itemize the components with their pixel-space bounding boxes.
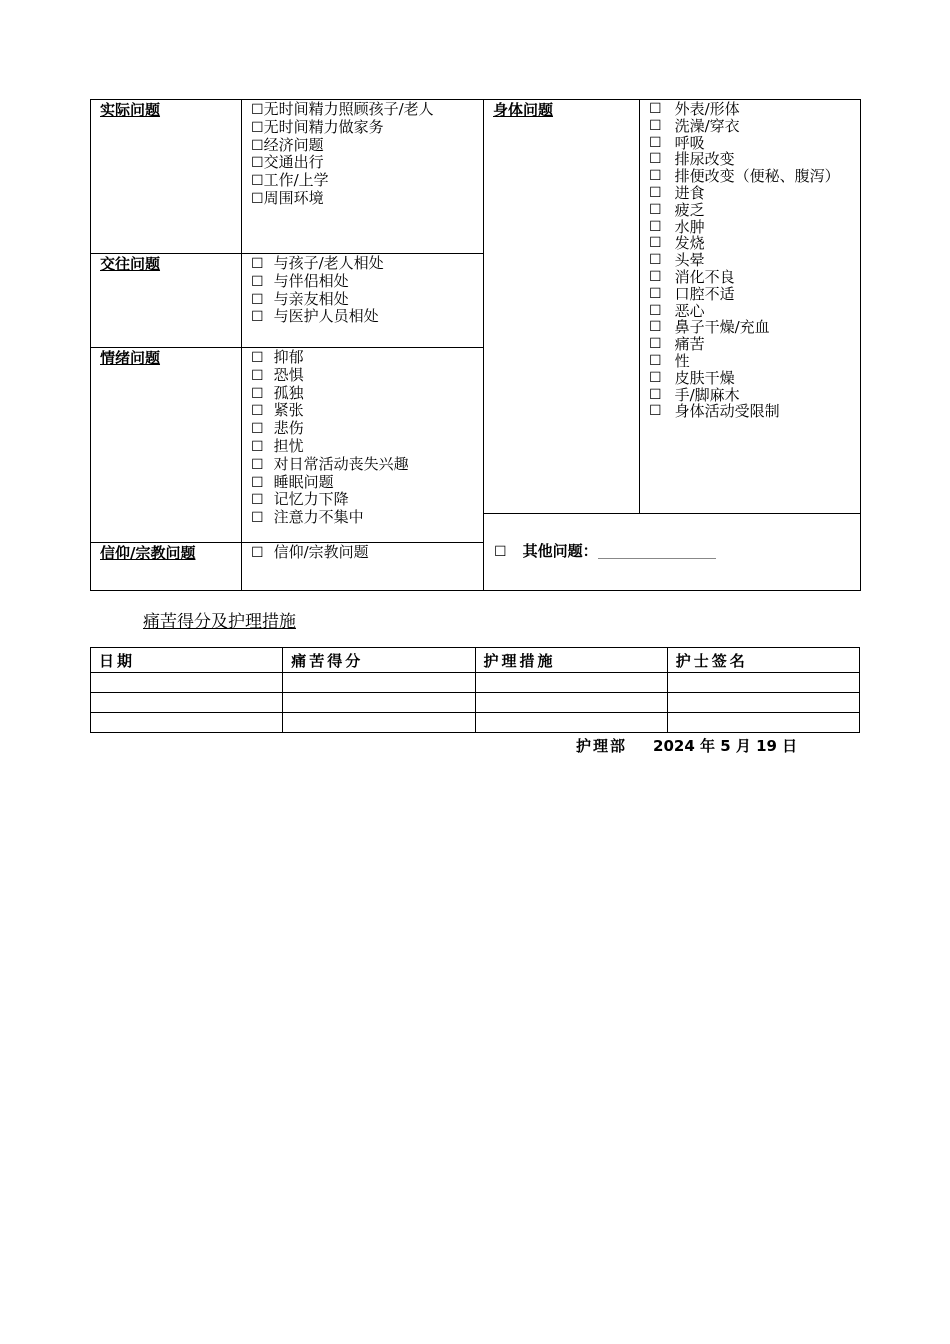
checkbox-icon[interactable]: ☐ — [649, 336, 662, 353]
checklist-item[interactable] — [649, 336, 860, 353]
checkbox-icon[interactable]: ☐ — [649, 134, 662, 151]
checklist-item-label: 进食 — [674, 183, 705, 202]
physical-items-cell — [640, 100, 861, 514]
checklist-item[interactable] — [251, 544, 483, 562]
social-category-title: 交往问题 — [100, 255, 161, 273]
distress-score-table — [90, 647, 860, 733]
checkbox-icon[interactable]: ☐ — [649, 201, 662, 218]
checklist-item[interactable] — [649, 319, 860, 336]
checkbox-icon[interactable]: ☐ — [251, 456, 264, 473]
checkbox-icon[interactable]: ☐ — [251, 190, 264, 207]
footer — [576, 736, 797, 756]
faith-items-cell — [242, 543, 484, 591]
checklist-item-label: 水肿 — [674, 217, 705, 236]
checkbox-icon[interactable]: ☐ — [649, 319, 662, 336]
checkbox-icon[interactable]: ☐ — [251, 367, 264, 384]
checkbox-icon[interactable]: ☐ — [251, 256, 264, 272]
checklist-item[interactable] — [251, 172, 483, 190]
checkbox-icon[interactable]: ☐ — [251, 119, 264, 136]
problem-checklist-table — [90, 99, 861, 591]
checklist-item[interactable] — [251, 385, 483, 403]
checkbox-icon[interactable]: ☐ — [649, 369, 662, 386]
emotional-category-title: 情绪问题 — [100, 349, 161, 367]
checklist-item[interactable] — [251, 509, 483, 527]
checklist-item-label: 洗澡/穿衣 — [674, 116, 740, 135]
checkbox-icon[interactable]: ☐ — [251, 421, 264, 438]
date-cell[interactable] — [91, 693, 283, 713]
checklist-item-label: 无时间精力照顾孩子/老人 — [263, 100, 434, 118]
other-problems-blank[interactable] — [598, 543, 716, 559]
checklist-item[interactable] — [251, 119, 483, 137]
checkbox-icon[interactable]: ☐ — [649, 168, 662, 185]
checklist-item-label: 紧张 — [273, 401, 304, 420]
physical-category-cell — [484, 100, 640, 514]
checkbox-icon[interactable]: ☐ — [649, 285, 662, 302]
checkbox-icon[interactable]: ☐ — [251, 350, 264, 366]
checklist-item-label: 与医护人员相处 — [273, 307, 379, 326]
checklist-item-label: 恶心 — [674, 301, 705, 320]
checklist-item-label: 与亲友相处 — [273, 289, 349, 308]
faith-category-cell — [91, 543, 242, 591]
checklist-item-label: 悲伤 — [273, 419, 304, 438]
checklist-item-label: 发烧 — [674, 234, 705, 253]
department-name: 护理部 — [576, 737, 628, 755]
checklist-item[interactable] — [251, 491, 483, 509]
checklist-item-label: 抑郁 — [273, 348, 304, 366]
checklist-item-label: 与伴侣相处 — [273, 271, 349, 290]
physical-checklist — [640, 100, 860, 420]
checklist-item-label: 性 — [674, 351, 690, 370]
checklist-item-label: 注意力不集中 — [273, 508, 364, 527]
social-checklist — [242, 254, 483, 326]
faith-category-title: 信仰/宗教问题 — [100, 544, 196, 562]
checkbox-icon[interactable]: ☐ — [251, 438, 264, 455]
checklist-item[interactable] — [649, 185, 860, 202]
checklist-item-label: 消化不良 — [674, 267, 735, 286]
checklist-item[interactable] — [649, 370, 860, 387]
social-category-cell — [91, 254, 242, 348]
checklist-item-label: 对日常活动丧失兴趣 — [273, 454, 409, 473]
header-nursing-measures: 护理措施 — [475, 648, 667, 673]
table-row — [91, 673, 860, 693]
checklist-item[interactable] — [649, 286, 860, 303]
checkbox-icon[interactable]: ☐ — [649, 352, 662, 369]
checklist-item-label: 口腔不适 — [674, 284, 735, 303]
checklist-item-label: 外表/形体 — [674, 100, 740, 118]
checklist-item[interactable] — [649, 353, 860, 370]
checklist-item[interactable] — [649, 269, 860, 286]
checkbox-icon[interactable]: ☐ — [251, 492, 264, 509]
other-problems-line — [494, 543, 860, 561]
checklist-item-label: 无时间精力做家务 — [263, 117, 384, 136]
checklist-item-label: 记忆力下降 — [273, 490, 349, 509]
checklist-item[interactable] — [251, 438, 483, 456]
checkbox-icon[interactable]: ☐ — [251, 510, 264, 527]
checklist-item[interactable] — [649, 168, 860, 185]
checkbox-icon[interactable]: ☐ — [251, 102, 264, 118]
header-date: 日期 — [91, 648, 283, 673]
emotional-items-cell — [242, 348, 484, 543]
checkbox-icon[interactable]: ☐ — [649, 235, 662, 252]
header-nurse-signature: 护士签名 — [667, 648, 859, 673]
practical-category-cell — [91, 100, 242, 254]
checklist-item-label: 孤独 — [273, 383, 304, 402]
checklist-item[interactable] — [251, 137, 483, 155]
signature-cell[interactable] — [667, 713, 859, 733]
score-table-header-row — [91, 648, 860, 673]
checkbox-icon[interactable]: ☐ — [251, 474, 264, 491]
checklist-item[interactable] — [251, 402, 483, 420]
checklist-item-label: 身体活动受限制 — [674, 402, 780, 421]
signature-cell[interactable] — [667, 673, 859, 693]
checkbox-icon[interactable]: ☐ — [649, 151, 662, 168]
score-section-title: 痛苦得分及护理措施 — [143, 612, 296, 632]
checklist-item[interactable] — [649, 387, 860, 404]
checklist-item-label: 疲乏 — [674, 200, 705, 219]
checklist-item-label: 信仰/宗教问题 — [273, 543, 369, 561]
checklist-item[interactable] — [251, 349, 483, 367]
checklist-item[interactable] — [251, 308, 483, 326]
checkbox-icon[interactable]: ☐ — [649, 252, 662, 269]
practical-items-cell — [242, 100, 484, 254]
checklist-item[interactable] — [251, 474, 483, 492]
checklist-item-label: 皮肤干燥 — [674, 368, 735, 387]
checklist-item[interactable] — [251, 255, 483, 273]
score-cell[interactable] — [283, 713, 475, 733]
practical-checklist — [242, 100, 483, 208]
checklist-item[interactable] — [649, 235, 860, 252]
checklist-item-label: 周围环境 — [263, 188, 324, 207]
checklist-item[interactable] — [251, 190, 483, 208]
checkbox-icon[interactable]: ☐ — [251, 137, 264, 154]
checklist-item[interactable] — [251, 291, 483, 309]
checklist-item-label: 恐惧 — [273, 365, 304, 384]
checkbox-icon[interactable]: ☐ — [251, 155, 264, 172]
table-row — [91, 713, 860, 733]
checklist-item-label: 头晕 — [674, 251, 705, 270]
signature-cell[interactable] — [667, 693, 859, 713]
social-items-cell — [242, 254, 484, 348]
emotional-checklist — [242, 348, 483, 527]
other-problems-cell — [484, 514, 861, 591]
measures-cell[interactable] — [475, 693, 667, 713]
checklist-item[interactable] — [649, 219, 860, 236]
checklist-item[interactable] — [251, 101, 483, 119]
date-cell[interactable] — [91, 673, 283, 693]
checklist-item-label: 呼吸 — [674, 133, 705, 152]
checkbox-icon[interactable]: ☐ — [251, 545, 264, 561]
header-distress-score: 痛苦得分 — [283, 648, 475, 673]
checklist-item[interactable] — [649, 303, 860, 320]
checklist-item[interactable] — [251, 273, 483, 291]
checkbox-icon[interactable]: ☐ — [251, 403, 264, 420]
measures-cell[interactable] — [475, 673, 667, 693]
checklist-item-label: 排便改变（便秘、腹泻） — [674, 167, 840, 186]
checklist-item-label: 睡眠问题 — [273, 472, 334, 491]
checklist-item[interactable] — [251, 456, 483, 474]
checkbox-icon[interactable]: ☐ — [494, 544, 507, 561]
table-row — [91, 693, 860, 713]
checkbox-icon[interactable]: ☐ — [649, 386, 662, 403]
checklist-item[interactable] — [649, 101, 860, 118]
checklist-item[interactable] — [251, 367, 483, 385]
checklist-item[interactable] — [649, 118, 860, 135]
checklist-item[interactable] — [649, 403, 860, 420]
emotional-category-cell — [91, 348, 242, 543]
checkbox-icon[interactable]: ☐ — [251, 273, 264, 290]
checklist-item[interactable] — [251, 420, 483, 438]
checkbox-icon[interactable]: ☐ — [251, 173, 264, 190]
checkbox-icon[interactable]: ☐ — [251, 385, 264, 402]
checklist-item[interactable] — [649, 151, 860, 168]
faith-checklist — [242, 543, 483, 562]
checklist-item[interactable] — [251, 154, 483, 172]
checklist-item-label: 排尿改变 — [674, 150, 735, 169]
measures-cell[interactable] — [475, 713, 667, 733]
checklist-item[interactable] — [649, 135, 860, 152]
checkbox-icon[interactable]: ☐ — [649, 184, 662, 201]
score-cell[interactable] — [283, 673, 475, 693]
checklist-item-label: 痛苦 — [674, 335, 705, 354]
document-date: 2024 年 5 月 19 日 — [653, 737, 798, 755]
checklist-item-label: 经济问题 — [263, 135, 324, 154]
checklist-item-label: 与孩子/老人相处 — [273, 254, 384, 272]
date-cell[interactable] — [91, 713, 283, 733]
checkbox-icon[interactable]: ☐ — [649, 268, 662, 285]
checklist-item-label: 担忧 — [273, 436, 304, 455]
checklist-item-label: 工作/上学 — [263, 171, 329, 190]
checkbox-icon[interactable]: ☐ — [649, 218, 662, 235]
checkbox-icon[interactable]: ☐ — [251, 291, 264, 308]
checklist-item[interactable] — [649, 252, 860, 269]
checkbox-icon[interactable]: ☐ — [649, 302, 662, 319]
checkbox-icon[interactable]: ☐ — [649, 117, 662, 134]
checklist-item-label: 手/脚麻木 — [674, 385, 740, 404]
checklist-item[interactable] — [649, 202, 860, 219]
checkbox-icon[interactable]: ☐ — [649, 403, 662, 420]
checklist-item-label: 鼻子干燥/充血 — [674, 318, 770, 337]
checklist-item-label: 交通出行 — [263, 153, 324, 172]
checkbox-icon[interactable]: ☐ — [649, 101, 662, 117]
other-problems-label: 其他问题： — [522, 542, 598, 561]
checkbox-icon[interactable]: ☐ — [251, 309, 264, 326]
physical-category-title: 身体问题 — [493, 101, 554, 119]
score-cell[interactable] — [283, 693, 475, 713]
practical-category-title: 实际问题 — [100, 101, 161, 119]
